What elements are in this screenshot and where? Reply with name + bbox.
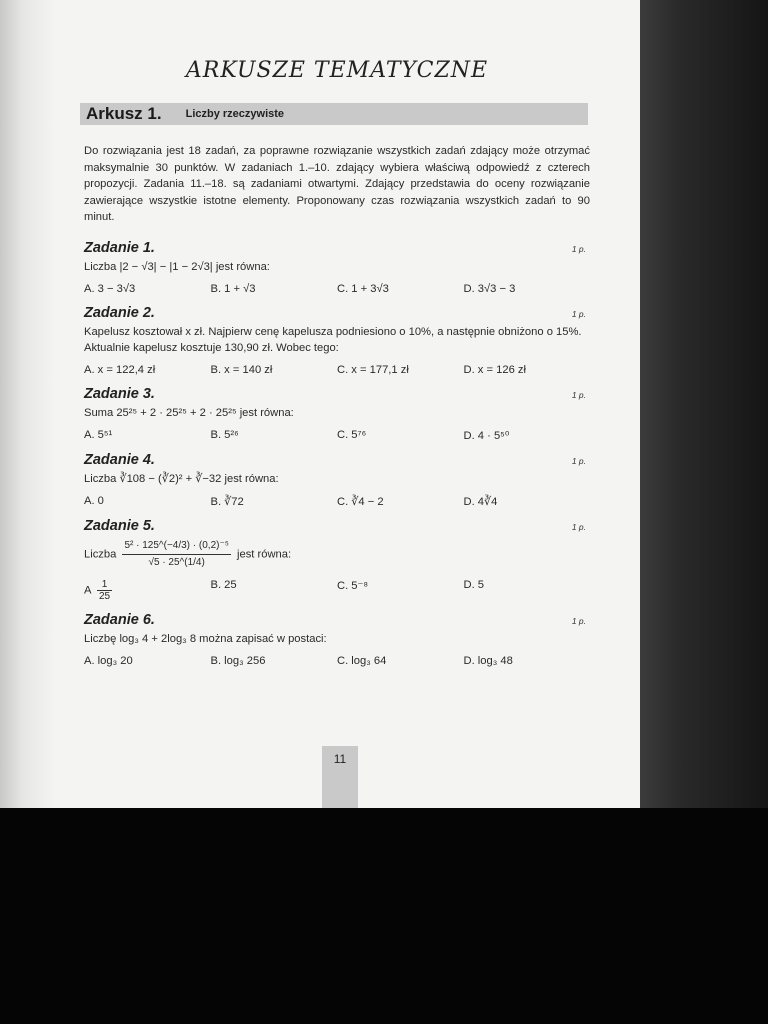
answer-options — [84, 364, 590, 376]
task-question: Liczba |2 − √3| − |1 − 2√3| jest równa: — [84, 260, 270, 273]
question-prefix: Liczba — [84, 547, 117, 560]
task-points: 1 p. — [571, 243, 586, 254]
task-question: Kapelusz kosztował x zł. Najpierw cenę kapelusza podniesiono o 10%, a następnie obniżono o 15%. Aktualnie kapelusz kosztuje 130,90 zł. Wobec tego: — [84, 325, 582, 354]
answer-d: D. log₃ 48 — [463, 654, 513, 667]
gutter-shadow — [0, 0, 55, 808]
fraction-numerator: 1 — [97, 579, 112, 591]
answer-b: B. 1 + √3 — [210, 282, 256, 295]
task-3 — [84, 386, 590, 442]
intro-text: Do rozwiązania jest 18 zadań, za poprawne rozwiązanie wszystkich zadań zdający może otrzymać maksymalnie 30 punktów. W zadaniach 1.–10. zdający wybiera właściwą odpowiedź z czterech propozycji. Zadania 11.–18. są zadaniami otwartymi. Zdający przedstawia do oceny rozwiązanie zawierające wszystkie istotne elementy. Proponowany czas rozwiązania wszystkich zadań to 90 minut. — [84, 145, 590, 223]
answer-a — [84, 579, 211, 602]
fraction-numerator: 5² · 125^(−4/3) · (0,2)⁻⁵ — [122, 538, 230, 555]
answer-c: C. 1 + 3√3 — [337, 282, 389, 295]
answer-a: A. 3 − 3√3 — [84, 282, 136, 295]
fraction-expression — [122, 538, 230, 571]
answer-options — [84, 283, 590, 295]
task-question: Liczba ∛108 − (∛2)² + ∛−32 jest równa: — [84, 472, 279, 485]
answer-b: B. 5²⁶ — [210, 428, 239, 441]
arkusz-label: Arkusz 1. — [86, 104, 162, 123]
task-4 — [84, 452, 590, 508]
arkusz-header — [80, 103, 588, 125]
answer-c: C. 5⁻⁸ — [337, 579, 369, 592]
answer-d: D. 5 — [463, 578, 485, 591]
answer-d: D. 3√3 − 3 — [463, 282, 516, 295]
page-number: 11 — [333, 752, 347, 766]
task-title: Zadanie 4. — [84, 451, 155, 468]
answer-c: C. x = 177,1 zł — [337, 363, 409, 376]
page-title: ARKUSZE TEMATYCZNE — [185, 58, 489, 83]
task-2 — [84, 305, 590, 376]
task-points: 1 p. — [571, 521, 586, 532]
answer-options — [84, 495, 590, 508]
answer-d: D. 4 · 5⁵⁰ — [463, 429, 510, 442]
answer-d: D. 4∛4 — [463, 495, 498, 508]
scan-background-right — [640, 0, 768, 808]
task-title: Zadanie 3. — [84, 385, 155, 402]
answer-b: B. log₃ 256 — [210, 654, 266, 667]
arkusz-subtitle: Liczby rzeczywiste — [185, 108, 285, 120]
task-question — [84, 538, 590, 571]
task-points: 1 p. — [571, 615, 586, 626]
answer-b: B. 25 — [210, 578, 237, 591]
answer-a: A. log₃ 20 — [84, 654, 133, 667]
answer-a-label: A — [84, 583, 91, 596]
answer-a: A. x = 122,4 zł — [84, 363, 156, 376]
fraction-denominator: √5 · 25^(1/4) — [148, 556, 205, 568]
answer-c: C. 5⁷⁶ — [337, 428, 367, 441]
scan-background-bottom — [0, 808, 768, 1024]
task-points: 1 p. — [571, 455, 586, 466]
page-content — [84, 58, 590, 677]
task-title: Zadanie 5. — [84, 517, 155, 534]
task-points: 1 p. — [571, 308, 586, 319]
answer-options — [84, 579, 590, 602]
answer-a: A. 0 — [84, 494, 104, 507]
task-points: 1 p. — [571, 389, 586, 400]
answer-d: D. x = 126 zł — [463, 363, 526, 376]
task-title: Zadanie 2. — [84, 304, 155, 321]
answer-a: A. 5⁵¹ — [84, 428, 113, 441]
answer-options — [84, 655, 590, 667]
task-title: Zadanie 6. — [84, 611, 155, 628]
task-question: Liczbę log₃ 4 + 2log₃ 8 można zapisać w postaci: — [84, 632, 327, 645]
answer-c: C. log₃ 64 — [337, 654, 387, 667]
task-5 — [84, 518, 590, 602]
answer-b: B. ∛72 — [210, 495, 244, 508]
task-6 — [84, 612, 590, 667]
answer-a-fraction — [97, 579, 112, 602]
task-1 — [84, 240, 590, 295]
answer-b: B. x = 140 zł — [210, 363, 273, 376]
question-suffix: jest równa: — [237, 547, 292, 560]
task-title: Zadanie 1. — [84, 239, 155, 256]
answer-options — [84, 429, 590, 442]
fraction-denominator: 25 — [98, 590, 111, 602]
answer-c: C. ∛4 − 2 — [337, 495, 384, 508]
task-question: Suma 25²⁵ + 2 · 25²⁵ + 2 · 25²⁵ jest równa: — [84, 406, 294, 419]
